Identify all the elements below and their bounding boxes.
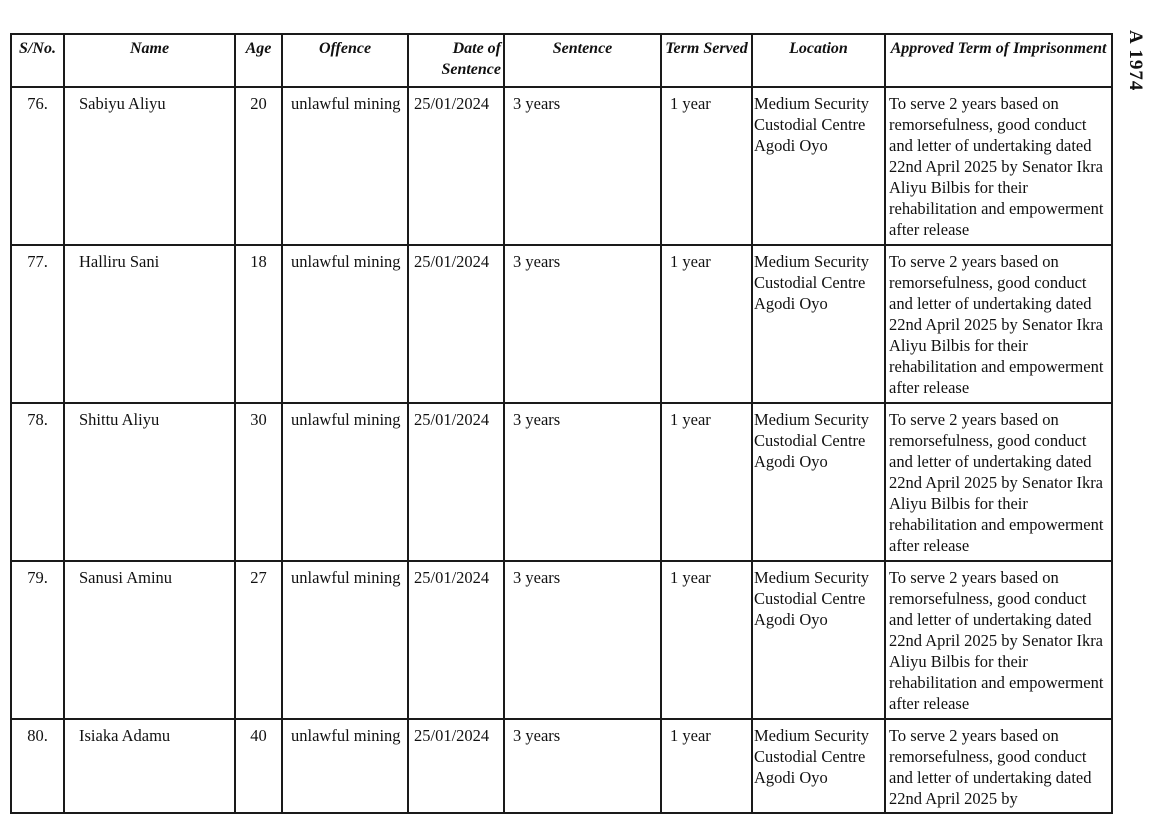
- page-number: A 1974: [1125, 30, 1146, 92]
- cell-name: Sabiyu Aliyu: [64, 87, 235, 245]
- cell-location: Medium Security Custodial Centre Agodi Oyo: [752, 719, 885, 813]
- cell-term-served: 1 year: [661, 561, 752, 719]
- header-term-served: Term Served: [661, 34, 752, 87]
- cell-date-of-sentence: 25/01/2024: [408, 245, 504, 403]
- cell-approved-term: To serve 2 years based on remorsefulness, good conduct and letter of undertaking dated 22nd April 2025 by Senator Ikra Aliyu Bilbis for their rehabilitation and empowerment after release: [885, 87, 1112, 245]
- cell-approved-term: To serve 2 years based on remorsefulness, good conduct and letter of undertaking dated 22nd April 2025 by Senator Ikra Aliyu Bilbis for their rehabilitation and empowerment after release: [885, 245, 1112, 403]
- cell-sno: 76.: [11, 87, 64, 245]
- header-location: Location: [752, 34, 885, 87]
- header-offence: Offence: [282, 34, 408, 87]
- header-age: Age: [235, 34, 282, 87]
- cell-term-served: 1 year: [661, 245, 752, 403]
- cell-age: 30: [235, 403, 282, 561]
- cell-approved-term: To serve 2 years based on remorsefulness, good conduct and letter of undertaking dated 22nd April 2025 by Senator Ikra Aliyu Bilbis for their rehabilitation and empowerment after release: [885, 561, 1112, 719]
- cell-name: Isiaka Adamu: [64, 719, 235, 813]
- cell-age: 40: [235, 719, 282, 813]
- cell-offence: unlawful mining: [282, 719, 408, 813]
- cell-age: 27: [235, 561, 282, 719]
- prisoner-table-container: [10, 33, 1113, 814]
- table-row: [11, 245, 1112, 403]
- cell-name: Shittu Aliyu: [64, 403, 235, 561]
- cell-date-of-sentence: 25/01/2024: [408, 561, 504, 719]
- cell-age: 18: [235, 245, 282, 403]
- cell-term-served: 1 year: [661, 719, 752, 813]
- header-date-of-sentence: Date of Sentence: [408, 34, 504, 87]
- cell-name: Sanusi Aminu: [64, 561, 235, 719]
- cell-name: Halliru Sani: [64, 245, 235, 403]
- table-row: [11, 403, 1112, 561]
- cell-location: Medium Security Custodial Centre Agodi Oyo: [752, 245, 885, 403]
- cell-approved-term: To serve 2 years based on remorsefulness, good conduct and letter of undertaking dated 22nd April 2025 by: [885, 719, 1112, 813]
- cell-offence: unlawful mining: [282, 561, 408, 719]
- header-approved-term: Approved Term of Imprisonment: [885, 34, 1112, 87]
- table-row: [11, 87, 1112, 245]
- table-row: [11, 719, 1112, 813]
- cell-date-of-sentence: 25/01/2024: [408, 403, 504, 561]
- cell-sentence: 3 years: [504, 719, 661, 813]
- header-sno: S/No.: [11, 34, 64, 87]
- cell-age: 20: [235, 87, 282, 245]
- table-row: [11, 561, 1112, 719]
- cell-sentence: 3 years: [504, 245, 661, 403]
- cell-sentence: 3 years: [504, 403, 661, 561]
- cell-sno: 78.: [11, 403, 64, 561]
- cell-offence: unlawful mining: [282, 403, 408, 561]
- cell-sno: 77.: [11, 245, 64, 403]
- prisoner-table: [10, 33, 1113, 814]
- cell-offence: unlawful mining: [282, 245, 408, 403]
- cell-term-served: 1 year: [661, 87, 752, 245]
- cell-location: Medium Security Custodial Centre Agodi Oyo: [752, 561, 885, 719]
- cell-sno: 79.: [11, 561, 64, 719]
- cell-term-served: 1 year: [661, 403, 752, 561]
- cell-approved-term: To serve 2 years based on remorsefulness, good conduct and letter of undertaking dated 22nd April 2025 by Senator Ikra Aliyu Bilbis for their rehabilitation and empowerment after release: [885, 403, 1112, 561]
- cell-offence: unlawful mining: [282, 87, 408, 245]
- cell-date-of-sentence: 25/01/2024: [408, 719, 504, 813]
- cell-sentence: 3 years: [504, 561, 661, 719]
- cell-date-of-sentence: 25/01/2024: [408, 87, 504, 245]
- cell-location: Medium Security Custodial Centre Agodi Oyo: [752, 403, 885, 561]
- header-name: Name: [64, 34, 235, 87]
- table-header-row: [11, 34, 1112, 87]
- cell-location: Medium Security Custodial Centre Agodi Oyo: [752, 87, 885, 245]
- header-sentence: Sentence: [504, 34, 661, 87]
- cell-sno: 80.: [11, 719, 64, 813]
- cell-sentence: 3 years: [504, 87, 661, 245]
